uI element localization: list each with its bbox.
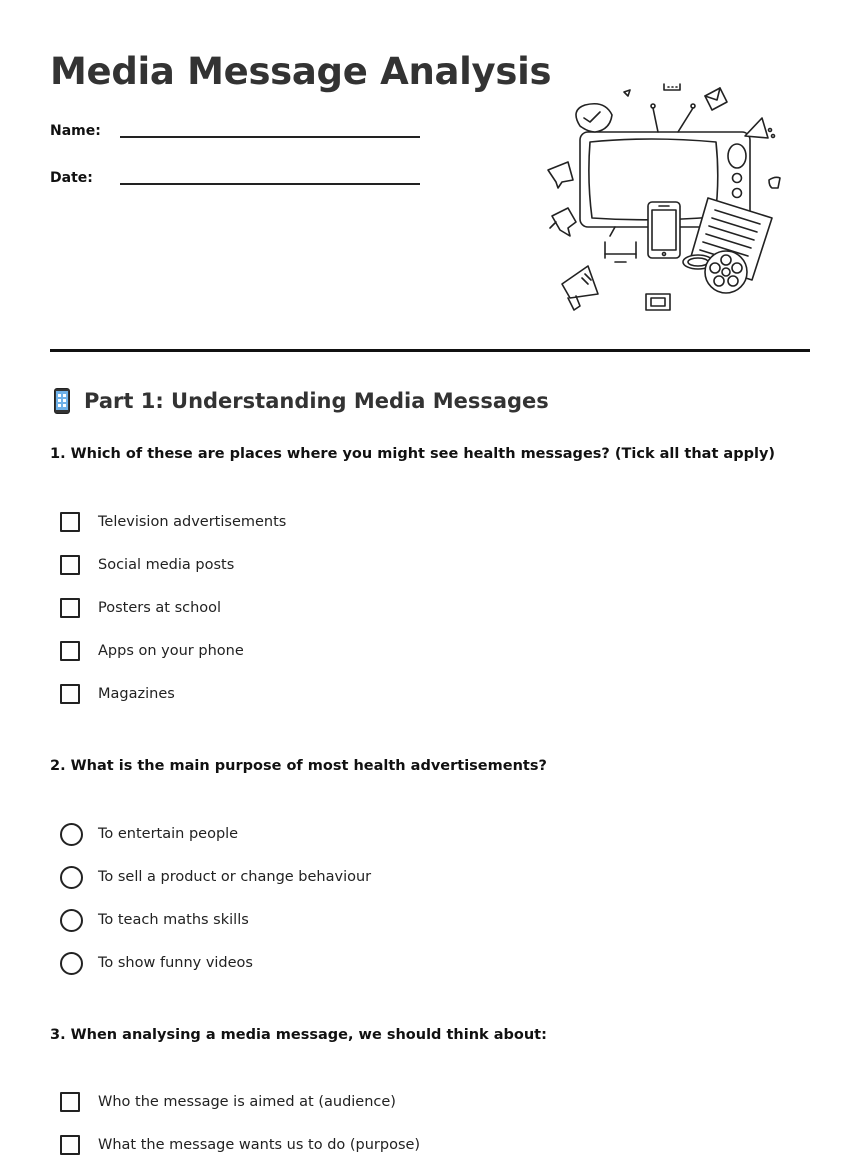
media-devices-illustration	[540, 70, 790, 320]
option-label: Apps on your phone	[98, 643, 244, 659]
chat-bubble-icon	[548, 162, 573, 188]
checkbox[interactable]	[60, 684, 80, 704]
thumbs-up-icon	[769, 177, 780, 188]
radio-button[interactable]	[60, 952, 83, 975]
checkbox[interactable]	[60, 1092, 80, 1112]
message-bubble-icon	[550, 208, 576, 236]
q1-option-social-media[interactable]	[60, 553, 235, 577]
play-triangle-icon	[624, 90, 630, 96]
q2-option-maths[interactable]	[60, 908, 249, 932]
option-label: To teach maths skills	[98, 912, 249, 928]
q3-option-purpose[interactable]	[60, 1133, 421, 1157]
option-label: Posters at school	[98, 600, 222, 616]
option-label: Social media posts	[98, 557, 235, 573]
video-card-icon	[646, 294, 670, 310]
name-input-line[interactable]	[120, 136, 420, 138]
section-title-text: Part 1: Understanding Media Messages	[84, 389, 549, 413]
q3-option-audience[interactable]	[60, 1090, 396, 1114]
option-label: To entertain people	[98, 826, 239, 842]
option-label: Who the message is aimed at (audience)	[98, 1094, 396, 1110]
option-label: Magazines	[98, 686, 175, 702]
option-label: What the message wants us to do (purpose)	[98, 1137, 421, 1153]
megaphone-icon	[562, 266, 598, 310]
option-label: To sell a product or change behaviour	[98, 869, 372, 885]
speech-bubble-icon	[576, 104, 612, 132]
checkbox[interactable]	[60, 598, 80, 618]
q1-option-apps[interactable]	[60, 639, 244, 663]
q2-option-entertain[interactable]	[60, 822, 239, 846]
radio-button[interactable]	[60, 866, 83, 889]
q1-option-television[interactable]	[60, 510, 287, 534]
question-2: 2. What is the main purpose of most health advertisements?	[50, 758, 547, 774]
checkbox[interactable]	[60, 1135, 80, 1155]
option-label: Television advertisements	[98, 514, 287, 530]
smartphone-icon	[648, 202, 680, 258]
checkbox[interactable]	[60, 512, 80, 532]
radio-button[interactable]	[60, 909, 83, 932]
question-3: 3. When analysing a media message, we should think about:	[50, 1027, 547, 1043]
antenna-icon	[651, 104, 695, 132]
date-input-line[interactable]	[120, 183, 420, 185]
q1-option-magazines[interactable]	[60, 682, 175, 706]
header-divider	[50, 349, 810, 352]
mobile-phone-icon	[54, 388, 70, 414]
q1-option-posters[interactable]	[60, 596, 222, 620]
checkbox[interactable]	[60, 555, 80, 575]
name-label: Name:	[50, 123, 101, 139]
loudspeaker-icon	[745, 118, 775, 138]
q2-option-sell-product[interactable]	[60, 865, 372, 889]
page-title: Media Message Analysis	[50, 50, 552, 93]
q2-option-funny-videos[interactable]	[60, 951, 253, 975]
notification-icon	[664, 84, 680, 90]
tv-stand-icon	[605, 242, 636, 262]
option-label: To show funny videos	[98, 955, 253, 971]
envelope-icon	[705, 88, 727, 110]
section-title-part-1	[50, 388, 549, 414]
checkbox[interactable]	[60, 641, 80, 661]
film-reel-icon	[683, 251, 747, 293]
question-1: 1. Which of these are places where you might see health messages? (Tick all that apply)	[50, 446, 776, 462]
date-label: Date:	[50, 170, 93, 186]
radio-button[interactable]	[60, 823, 83, 846]
